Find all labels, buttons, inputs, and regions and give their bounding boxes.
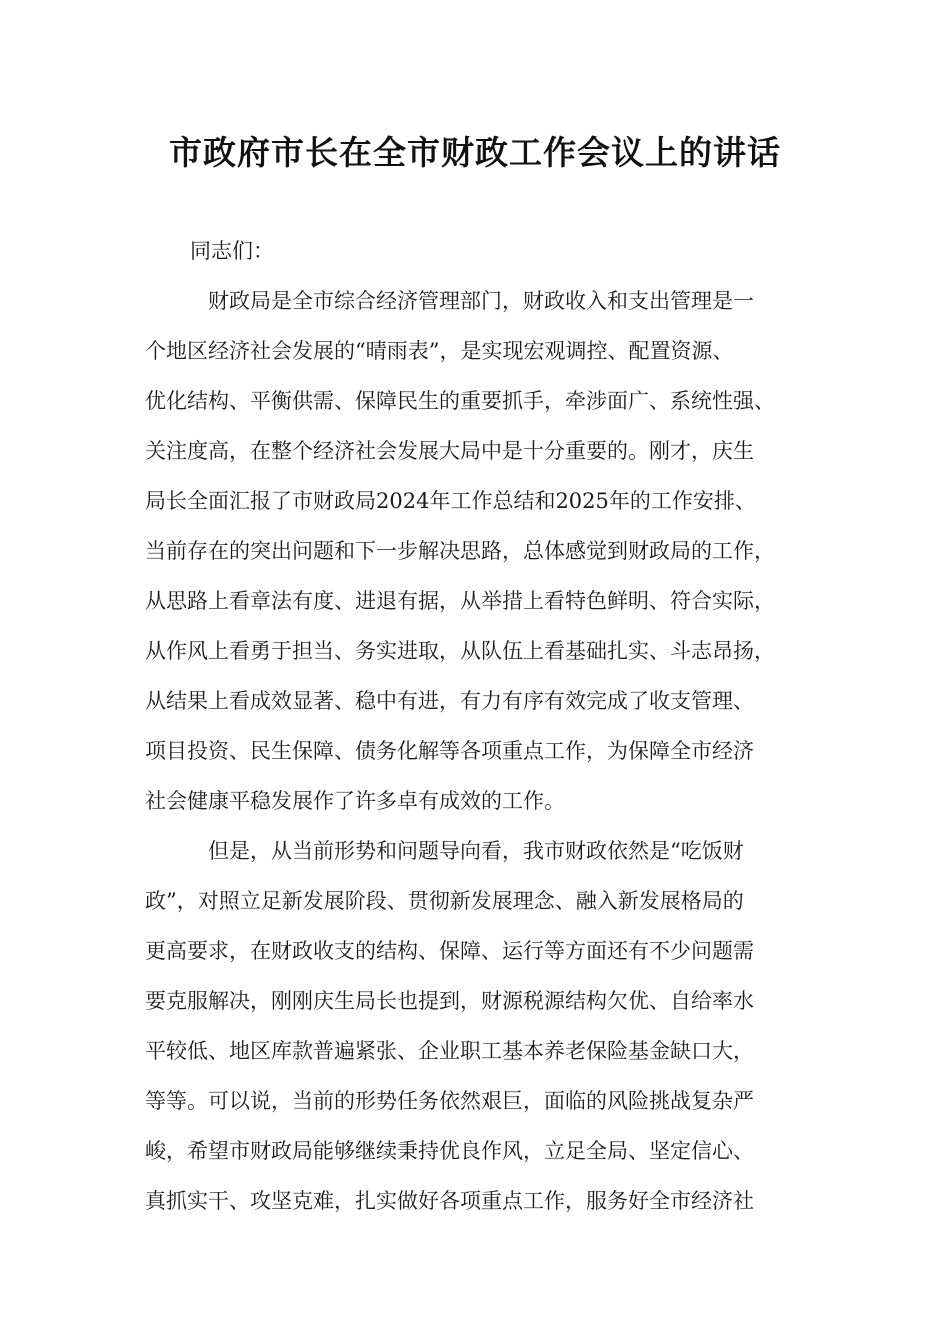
paragraph-1-line: 当前存在的突出问题和下一步解决思路，总体感觉到财政局的工作， bbox=[145, 539, 775, 563]
paragraph-1-line: 从作风上看勇于担当、务实进取，从队伍上看基础扎实、斗志昂扬， bbox=[145, 639, 775, 663]
paragraph-1-line: 项目投资、民生保障、债务化解等各项重点工作，为保障全市经济 bbox=[145, 739, 754, 763]
paragraph-1-line: 局长全面汇报了市财政局2024年工作总结和2025年的工作安排、 bbox=[145, 489, 756, 513]
paragraph-1-line: 社会健康平稳发展作了许多卓有成效的工作。 bbox=[145, 789, 565, 813]
document-title: 市政府市长在全市财政工作会议上的讲话 bbox=[169, 133, 781, 172]
paragraph-2-line: 真抓实干、攻坚克难，扎实做好各项重点工作，服务好全市经济社 bbox=[145, 1189, 754, 1213]
paragraph-1-line: 个地区经济社会发展的“晴雨表”，是实现宏观调控、配置资源、 bbox=[145, 339, 734, 363]
paragraph-2-line: 但是，从当前形势和问题导向看，我市财政依然是“吃饭财 bbox=[208, 839, 744, 863]
paragraph-2-line: 等等。可以说，当前的形势任务依然艰巨，面临的风险挑战复杂严 bbox=[145, 1089, 754, 1113]
paragraph-2-line: 政”，对照立足新发展阶段、贯彻新发展理念、融入新发展格局的 bbox=[145, 889, 744, 913]
paragraph-1-line: 关注度高，在整个经济社会发展大局中是十分重要的。刚才，庆生 bbox=[145, 439, 754, 463]
paragraph-1-line: 从思路上看章法有度、进退有据，从举措上看特色鲜明、符合实际， bbox=[145, 589, 775, 613]
salutation: 同志们： bbox=[190, 239, 274, 263]
paragraph-1-line: 财政局是全市综合经济管理部门，财政收入和支出管理是一 bbox=[208, 289, 754, 313]
paragraph-2-line: 峻，希望市财政局能够继续秉持优良作风，立足全局、坚定信心、 bbox=[145, 1139, 754, 1163]
paragraph-2-line: 更高要求，在财政收支的结构、保障、运行等方面还有不少问题需 bbox=[145, 939, 754, 963]
paragraph-2-line: 要克服解决，刚刚庆生局长也提到，财源税源结构欠优、自给率水 bbox=[145, 989, 754, 1013]
paragraph-2-line: 平较低、地区库款普遍紧张、企业职工基本养老保险基金缺口大， bbox=[145, 1039, 754, 1063]
paragraph-1-line: 从结果上看成效显著、稳中有进，有力有序有效完成了收支管理、 bbox=[145, 689, 754, 713]
paragraph-1-line: 优化结构、平衡供需、保障民生的重要抓手，牵涉面广、系统性强、 bbox=[145, 389, 775, 413]
